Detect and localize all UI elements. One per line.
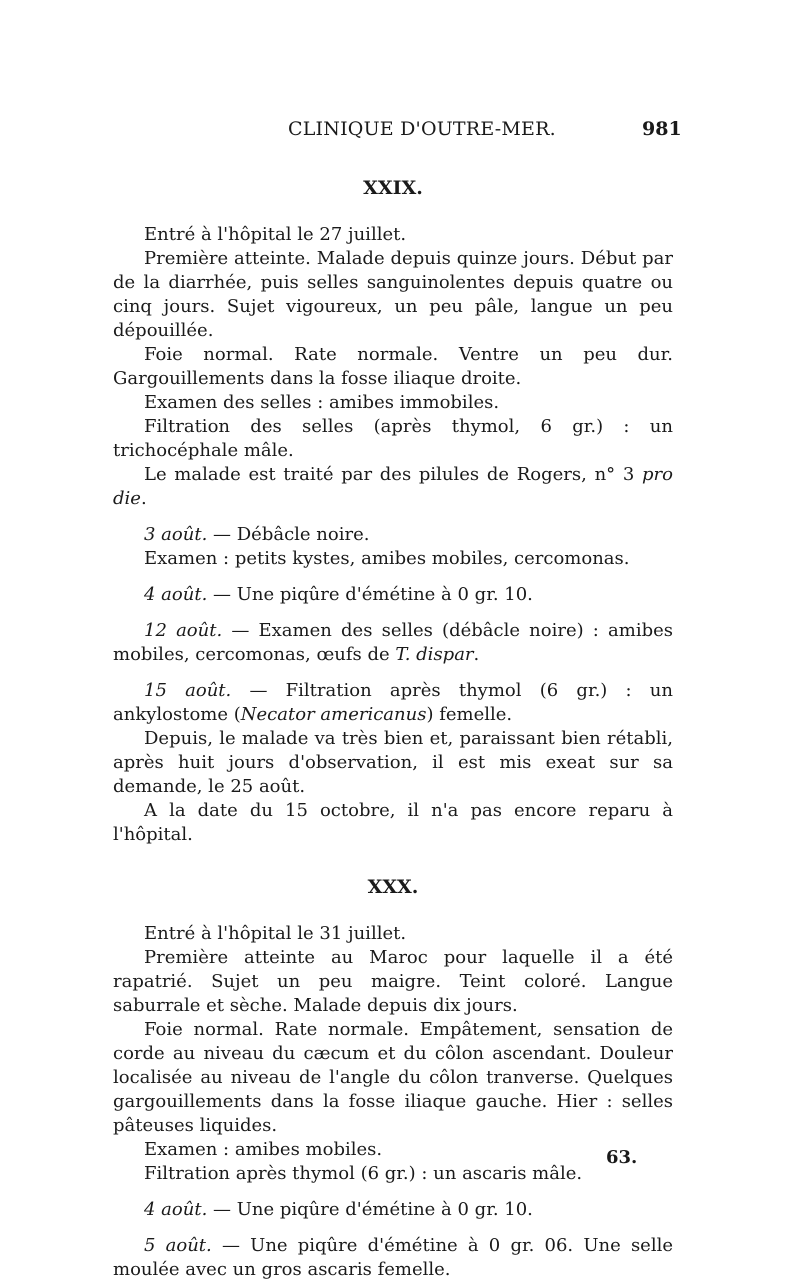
paragraph: Entré à l'hôpital le 27 juillet.	[144, 224, 407, 245]
entry-date: 15 août.	[144, 680, 232, 701]
entry-date: 4 août.	[144, 584, 208, 605]
signature-mark: 63.	[606, 1147, 638, 1168]
entry-text: — Examen des selles (débâcle noire) : amibes mobiles, cercomonas, œufs de	[113, 620, 673, 665]
entry-text: — Débâcle noire.	[207, 524, 370, 545]
entry-text: — Filtration après thymol (6 gr.) : un ankylostome (	[113, 680, 673, 725]
paragraph-text: Le malade est traité par des pilules de Rogers, n° 3	[144, 464, 643, 485]
dated-entry	[113, 1198, 673, 1222]
page-number: 981	[642, 118, 682, 140]
paragraph-text: .	[140, 488, 147, 509]
entry-date: 3 août.	[144, 524, 208, 545]
paragraph: Examen : amibes mobiles.	[144, 1139, 383, 1160]
entry-date: 12 août.	[144, 620, 223, 641]
paragraph: Filtration des selles (après thymol, 6 gr.) : un trichocéphale mâle.	[113, 416, 673, 461]
entry-text: — Une piqûre d'émétine à 0 gr. 06. Une selle moulée avec un gros ascaris femelle.	[113, 1235, 673, 1280]
entry-text: — Une piqûre d'émétine à 0 gr. 10.	[207, 1199, 533, 1220]
paragraph: A la date du 15 octobre, il n'a pas encore reparu à l'hôpital.	[113, 800, 673, 845]
italic-term: pro die	[113, 464, 673, 509]
paragraph: Entré à l'hôpital le 31 juillet.	[144, 923, 407, 944]
section-title: XXX.	[367, 876, 419, 898]
dated-entry	[113, 679, 673, 727]
running-title: CLINIQUE D'OUTRE-MER.	[288, 118, 556, 140]
dated-entry	[113, 619, 673, 667]
paragraph: Examen : petits kystes, amibes mobiles, cercomonas.	[144, 548, 630, 569]
paragraph: Foie normal. Rate normale. Ventre un peu dur. Gargouillements dans la fosse iliaque droite.	[113, 344, 673, 389]
section-title: XXIX.	[363, 177, 423, 199]
dated-entry	[113, 1234, 673, 1282]
entry-text: ) femelle.	[426, 704, 513, 725]
paragraph: Foie normal. Rate normale. Empâtement, sensation de corde au niveau du cæcum et du côlon ascendant. Douleur localisée au niveau de l'angle du côlon tranverse. Quelques gargouillements dans la fosse iliaque gauche. Hier : selles pâteuses liquides.	[113, 1019, 673, 1136]
running-head	[0, 118, 800, 142]
main-text	[113, 175, 673, 1282]
italic-term: T. dispar	[395, 644, 474, 665]
paragraph: Examen des selles : amibes immobiles.	[144, 392, 500, 413]
entry-text: .	[473, 644, 480, 665]
italic-term: Necator americanus	[240, 704, 427, 725]
paragraph: Première atteinte au Maroc pour laquelle il a été rapatrié. Sujet un peu maigre. Teint coloré. Langue saburrale et sèche. Malade depuis dix jours.	[113, 947, 673, 1016]
entry-date: 4 août.	[144, 1199, 208, 1220]
entry-text: — Une piqûre d'émétine à 0 gr. 10.	[207, 584, 533, 605]
dated-entry	[113, 583, 673, 607]
paragraph: Depuis, le malade va très bien et, paraissant bien rétabli, après huit jours d'observation, il est mis exeat sur sa demande, le 25 août.	[113, 728, 673, 797]
entry-date: 5 août.	[144, 1235, 212, 1256]
paragraph: Première atteinte. Malade depuis quinze jours. Début par de la diarrhée, puis selles sanguinolentes depuis quatre ou cinq jours. Sujet vigoureux, un peu pâle, langue un peu dépouillée.	[113, 248, 673, 341]
paragraph	[113, 463, 673, 511]
dated-entry	[113, 523, 673, 547]
paragraph: Filtration après thymol (6 gr.) : un ascaris mâle.	[144, 1163, 583, 1184]
